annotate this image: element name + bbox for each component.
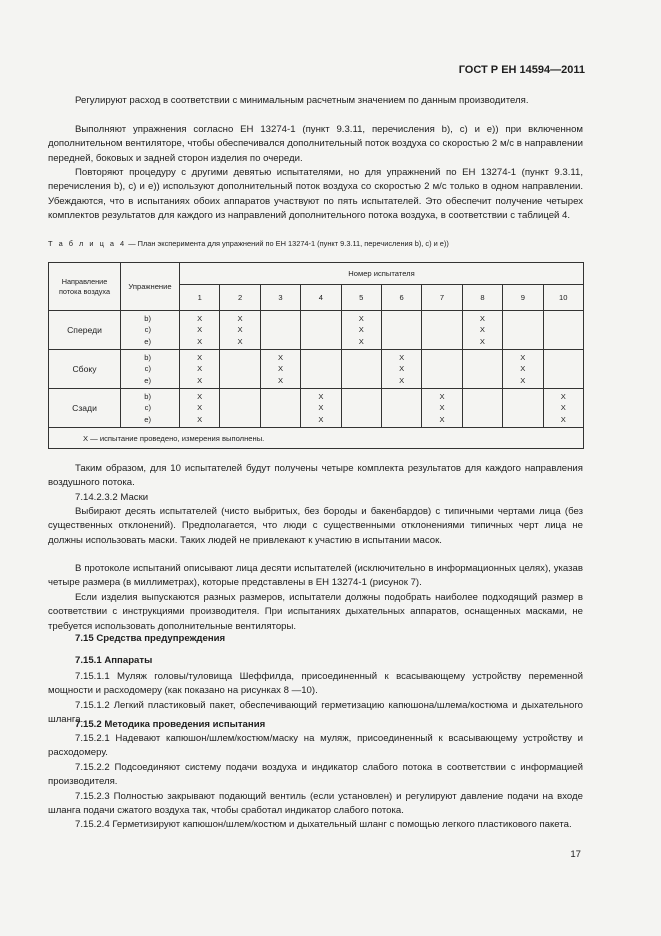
paragraph: Таким образом, для 10 испытателей будут получены четыре комплекта результатов для каждого направления воздушного потока. [48,463,583,489]
table-caption [48,239,588,248]
mark-cell: X X X [260,350,300,389]
mark-cell: X X X [180,311,220,350]
tester-number-header: 5 [341,285,381,311]
paragraph: 7.15.2.3 Полностью закрывают подающий вентиль (если установлен) и регулируют давление подачи на входе шланга подачи сжатого воздуха так, чтобы сработал индикатор слабого потока. [48,791,583,817]
mark-cell [341,389,381,428]
direction-cell: Сзади [49,389,121,428]
paragraph: 7.15.1.1 Муляж головы/туловища Шеффилда, присоединенный к всасывающему устройству переменной мощности и расходомеру (как показано на рисунках 8 —10). [48,671,583,697]
table-caption-text: — План эксперимента для упражнений по ЕН 13274-1 (пункт 9.3.11, перечисления b), с) и е)) [126,239,449,248]
mark-cell: X X X [341,311,381,350]
paragraph: 7.15.2.2 Подсоединяют систему подачи воздуха и индикатор слабого потока в соответствии с информацией производителя. [48,762,583,788]
tester-number-header: 3 [260,285,300,311]
table-caption-label: Т а б л и ц а 4 [48,239,127,248]
mark-cell: X X X [422,389,462,428]
tester-number-header: 6 [381,285,421,311]
table-row [49,389,584,428]
exercise-cell: b) с) е) [121,311,180,350]
mark-cell [543,311,583,350]
section-heading: 7.15 Средства предупреждения [75,633,226,644]
mark-cell [381,389,421,428]
mark-cell: X X X [462,311,502,350]
col-header-testers: Номер испытателя [180,263,584,285]
mark-cell: X X X [180,350,220,389]
mark-cell: X X X [180,389,220,428]
tester-number-header: 8 [462,285,502,311]
paragraph: Выбирают десять испытателей (чисто выбритых, без бороды и бакенбардов) с типичными чертами лица (без существенных отклонений). Предполагается, что люди с существенными отклонениями типичных черт лица не должны использовать маски. Таких людей не привлекают к участию в испытании масок. [48,506,583,546]
tester-number-header: 4 [301,285,341,311]
tester-number-header: 10 [543,285,583,311]
table-footnote: X — испытание проведено, измерения выполнены. [49,428,584,449]
mark-cell [260,311,300,350]
mark-cell [381,311,421,350]
col-header-exercise: Упражнение [121,263,180,311]
mark-cell: X X X [301,389,341,428]
mark-cell [301,350,341,389]
mark-cell [462,389,502,428]
mark-cell [422,311,462,350]
page-number: 17 [570,849,581,860]
mark-cell [543,350,583,389]
paragraph: Повторяют процедуру с другими девятью испытателями, но для упражнений по ЕН 13274-1 (пункт 9.3.11, перечисления b), с) и е)) используют дополнительный поток воздуха со скоростью 2 м/с только в одном направлении. Убеждаются, что в испытаниях обоих аппаратов участвуют по пять испытателей. Это обеспечит получение четырех комплектов результатов для каждого из направлений дополнительного потока воздуха, в соответствии с таблицей 4. [48,167,583,221]
paragraph: В протоколе испытаний описывают лица десяти испытателей (исключительно в информационных целях), указав четыре размера (в миллиметрах), которые представлены в ЕН 13274-1 (рисунок 7). [48,563,583,589]
mark-cell [341,350,381,389]
paragraph: 7.15.2.1 Надевают капюшон/шлем/костюм/маску на муляж, присоединенный к всасывающему устройству и расходомеру. [48,733,583,759]
subsection-heading: 7.15.2 Методика проведения испытания [75,719,266,730]
mark-cell [260,389,300,428]
mark-cell [220,389,260,428]
subsection-heading: 7.14.2.3.2 Маски [75,492,149,503]
mark-cell [462,350,502,389]
mark-cell [422,350,462,389]
tester-number-header: 2 [220,285,260,311]
tester-number-header: 9 [503,285,543,311]
experiment-plan-table [48,262,584,449]
mark-cell: X X X [381,350,421,389]
mark-cell: X X X [503,350,543,389]
paragraph: Выполняют упражнения согласно ЕН 13274-1 (пункт 9.3.11, перечисления b), с) и е)) при включенном дополнительном вентиляторе, чтобы обеспечивался дополнительный поток воздуха со скоростью 2 м/с в направлении передней, боковых и задней сторон изделия по очереди. [48,124,583,164]
document-header: ГОСТ Р ЕН 14594—2011 [458,64,585,76]
table-row [49,350,584,389]
mark-cell [503,389,543,428]
mark-cell [220,350,260,389]
paragraph: Регулируют расход в соответствии с минимальным расчетным значением по данным производителя. [75,95,529,106]
subsection-heading: 7.15.1 Аппараты [75,655,153,666]
table-row [49,311,584,350]
table-footnote-row [49,428,584,449]
exercise-cell: b) с) е) [121,389,180,428]
paragraph: Если изделия выпускаются разных размеров, испытатели должны подобрать наиболее подходящий размер в соответствии с инструкциями производителя. При испытаниях дыхательных аппаратов, оснащенных масками, не требуется использовать дополнительные вентиляторы. [48,592,583,632]
paragraph: 7.15.2.4 Герметизируют капюшон/шлем/костюм и дыхательный шланг с помощью легкого пластикового пакета. [75,819,572,830]
mark-cell: X X X [543,389,583,428]
direction-cell: Сбоку [49,350,121,389]
mark-cell [503,311,543,350]
paragraph: 7.15.1.2 Легкий пластиковый пакет, обеспечивающий герметизацию капюшона/шлема/костюма и дыхательного шланга. [48,700,583,726]
col-header-direction: Направление потока воздуха [49,263,121,311]
tester-number-header: 7 [422,285,462,311]
direction-cell: Спереди [49,311,121,350]
exercise-cell: b) с) е) [121,350,180,389]
tester-number-header: 1 [180,285,220,311]
mark-cell: X X X [220,311,260,350]
mark-cell [301,311,341,350]
